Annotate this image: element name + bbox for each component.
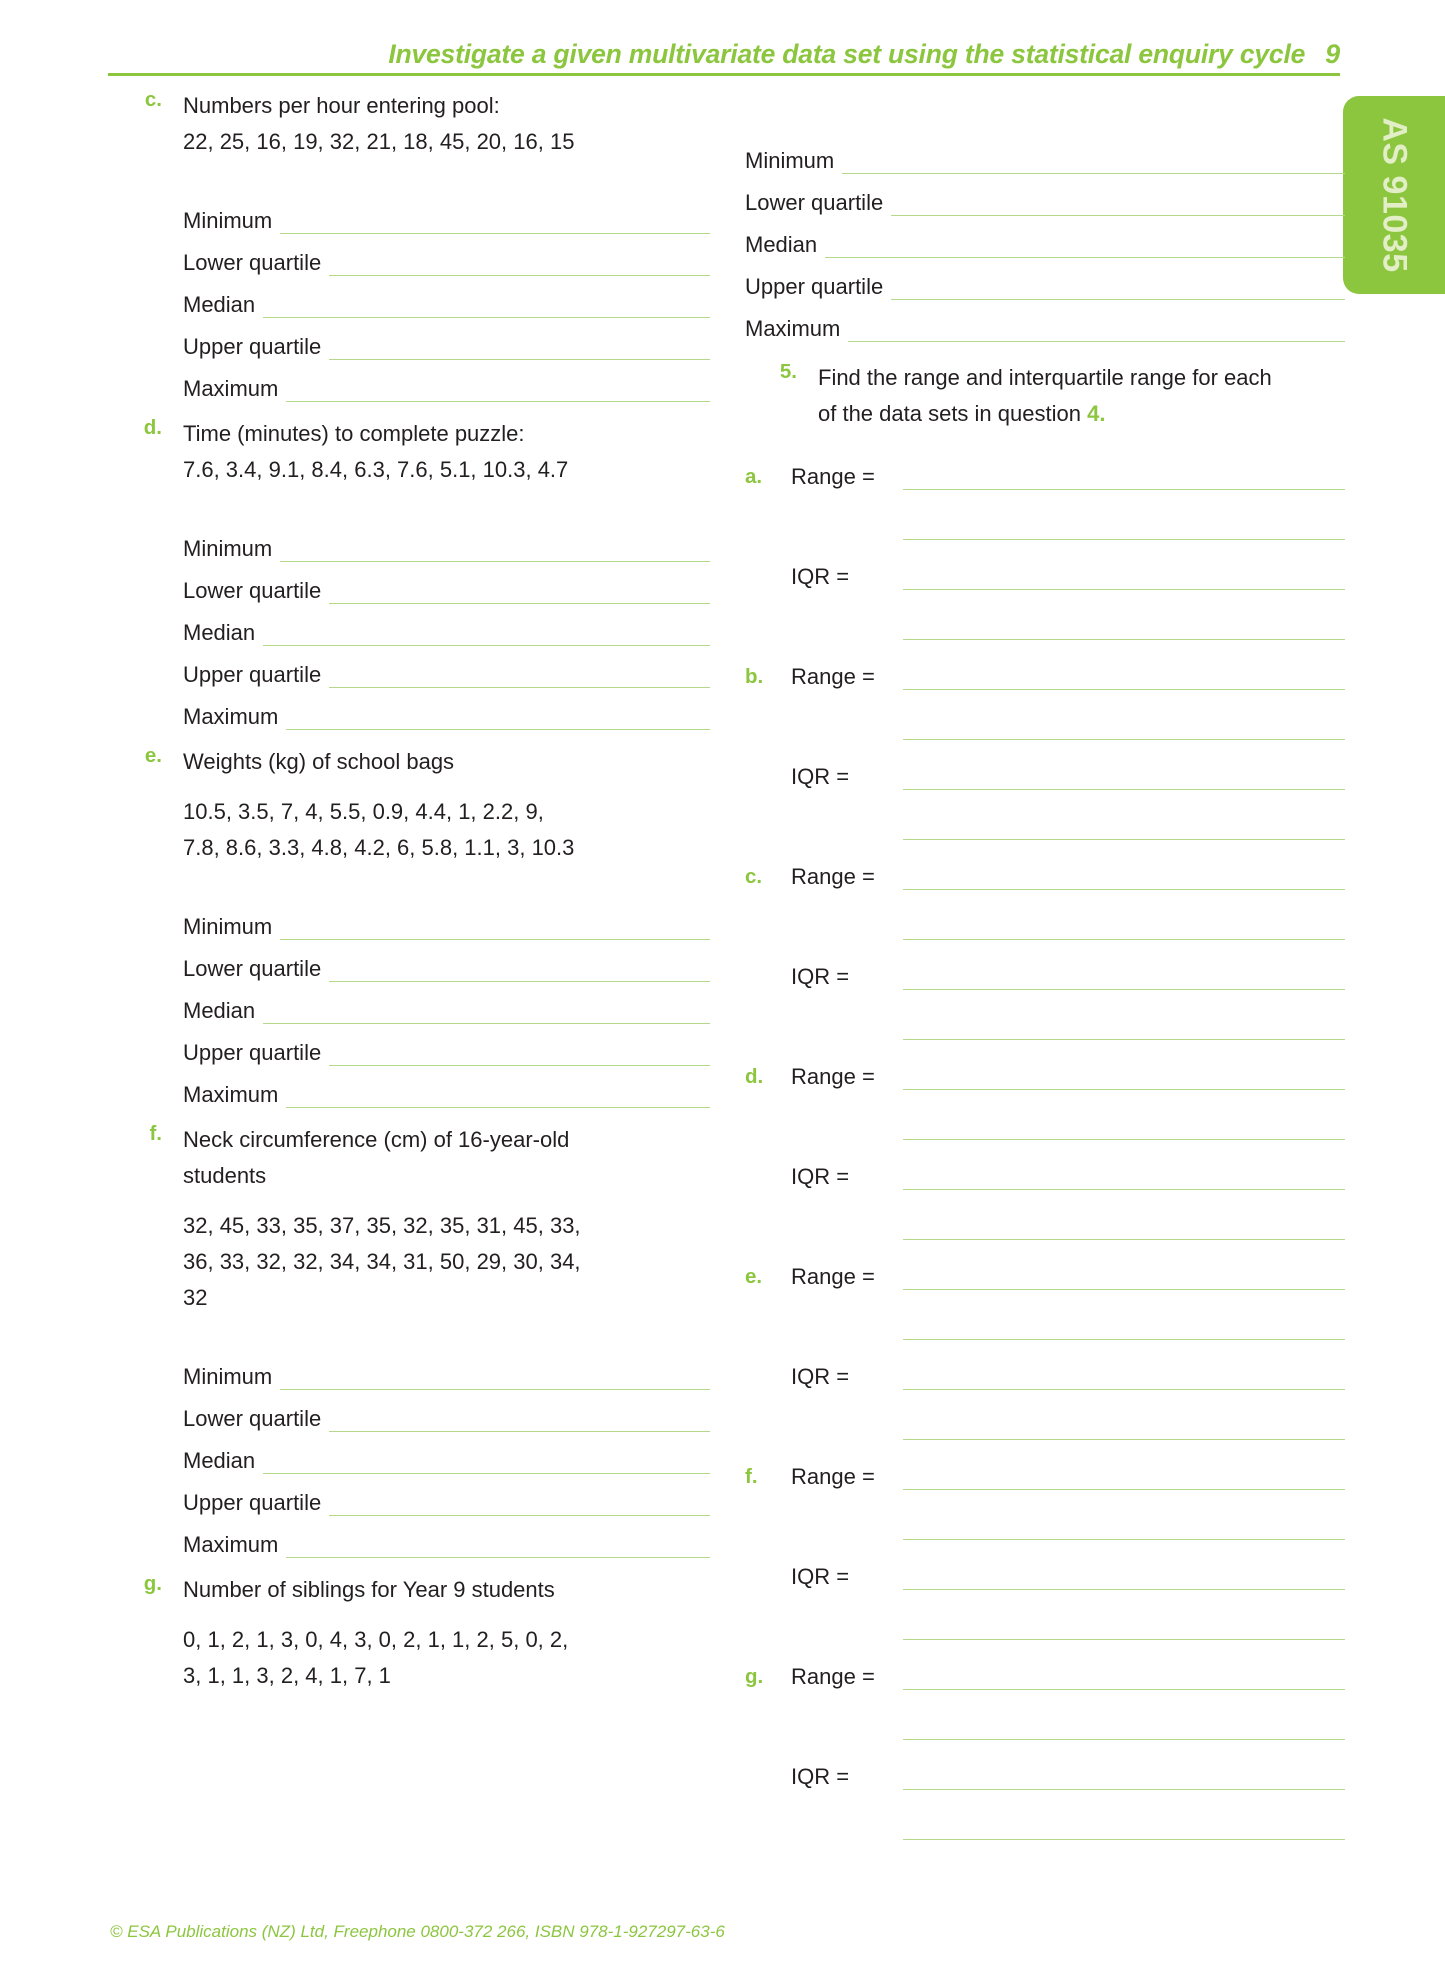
answer-d-iqr-continuation-line[interactable] [903,1215,1345,1240]
stat-label-median: Median [183,998,256,1023]
answer-d-iqr-continuation-row [745,1190,1345,1240]
stats-block-e [183,898,710,1108]
answer-e-range-line[interactable] [903,1265,1345,1290]
item-data-e-line-1: 10.5, 3.5, 7, 4, 5.5, 0.9, 4.4, 1, 2.2, 9, [183,799,544,824]
answer-group-a [745,440,1345,640]
stats-block-d [183,520,710,730]
item-data-e-line-2: 7.8, 8.6, 3.3, 4.8, 4.2, 6, 5.8, 1.1, 3, 10.3 [183,835,575,860]
answer-f-iqr-line[interactable] [903,1565,1345,1590]
stat-row-maximum [183,360,710,402]
answer-g-iqr-line[interactable] [903,1765,1345,1790]
stat-answer-line-median[interactable] [263,1001,710,1024]
stat-row-minimum [183,192,710,234]
answer-e-range-continuation-row [745,1290,1345,1340]
page-number: 9 [1325,39,1340,69]
answer-c-iqr-label: IQR = [791,964,850,989]
stat-row-median [183,276,710,318]
item-prompt-f-line-1: Neck circumference (cm) of 16-year-old [183,1127,570,1152]
item-marker-d: d. [143,416,162,439]
answer-group-e [745,1240,1345,1440]
header-divider [108,73,1340,76]
left-column [110,88,710,1694]
answer-b-iqr-continuation-row [745,790,1345,840]
item-marker-f: f. [149,1122,162,1145]
stat-label-lower-quartile: Lower quartile [183,578,322,603]
answer-f-range-marker: f. [745,1465,758,1488]
stat-answer-line-median[interactable] [263,1451,710,1474]
stat-answer-line-minimum[interactable] [280,539,710,562]
question-item-g [110,1572,710,1694]
stat-label-median: Median [183,620,256,645]
answer-e-iqr-row [745,1340,1345,1390]
answer-g-iqr-label: IQR = [791,1764,850,1789]
answer-f-range-row [745,1440,1345,1490]
item-data-f-line-2: 36, 33, 32, 32, 34, 34, 31, 50, 29, 30, 34, [183,1249,581,1274]
answer-a-iqr-continuation-row [745,590,1345,640]
header-title [388,39,1340,70]
stat-row-minimum [183,520,710,562]
stat-answer-line-median[interactable] [263,623,710,646]
stats-block-c [183,192,710,402]
item-prompt-g: Number of siblings for Year 9 students [183,1577,555,1602]
item-marker-c: c. [144,88,162,111]
stat-label-lower-quartile: Lower quartile [745,190,884,215]
item-data-f-line-1: 32, 45, 33, 35, 37, 35, 32, 35, 31, 45, 33, [183,1213,581,1238]
stat-answer-line-lower-quartile[interactable] [891,193,1345,216]
answer-f-iqr-continuation-row [745,1590,1345,1640]
stat-label-upper-quartile: Upper quartile [183,662,322,687]
question-item-5 [745,360,1345,432]
answer-c-iqr-row [745,940,1345,990]
question-5-text-line-2 [818,396,1345,432]
answer-a-range-continuation-line[interactable] [903,515,1345,540]
answer-b-iqr-continuation-line[interactable] [903,815,1345,840]
stat-answer-line-maximum[interactable] [286,1535,710,1558]
stat-label-median: Median [183,1448,256,1473]
item-marker-e: e. [144,744,162,767]
stat-label-maximum: Maximum [183,1082,279,1107]
answer-d-range-label: Range = [791,1064,875,1089]
question-marker-5: 5. [779,360,797,383]
stat-row-median [183,982,710,1024]
header-title-text: Investigate a given multivariate data set using the statistical enquiry cycle [388,39,1306,69]
stat-row-minimum [183,898,710,940]
stat-answer-line-minimum[interactable] [280,917,710,940]
item-data-c: 22, 25, 16, 19, 32, 21, 18, 45, 20, 16, 15 [183,129,575,154]
stat-row-maximum [183,1516,710,1558]
stat-answer-line-minimum[interactable] [842,151,1345,174]
answer-f-iqr-row [745,1540,1345,1590]
answer-g-iqr-row [745,1740,1345,1790]
stat-answer-line-upper-quartile[interactable] [329,337,710,360]
answer-f-range-continuation-row [745,1490,1345,1540]
stat-label-maximum: Maximum [183,704,279,729]
stat-row-lower-quartile [745,174,1345,216]
stat-answer-line-maximum[interactable] [286,379,710,402]
answer-d-iqr-line[interactable] [903,1165,1345,1190]
answer-c-range-label: Range = [791,864,875,889]
answer-a-iqr-line[interactable] [903,565,1345,590]
stat-answer-line-median[interactable] [825,235,1345,258]
answer-g-iqr-continuation-row [745,1790,1345,1840]
answer-c-range-continuation-row [745,890,1345,940]
answer-d-range-continuation-line[interactable] [903,1115,1345,1140]
answer-b-iqr-row [745,740,1345,790]
answer-c-range-continuation-line[interactable] [903,915,1345,940]
question-item-f [110,1122,710,1558]
stat-label-lower-quartile: Lower quartile [183,1406,322,1431]
answer-b-range-marker: b. [745,665,764,688]
answer-b-range-continuation-line[interactable] [903,715,1345,740]
answer-d-iqr-label: IQR = [791,1164,850,1189]
stat-row-upper-quartile [183,318,710,360]
answer-f-iqr-continuation-line[interactable] [903,1615,1345,1640]
stat-answer-line-minimum[interactable] [280,1367,710,1390]
answer-e-iqr-continuation-row [745,1390,1345,1440]
stat-label-lower-quartile: Lower quartile [183,956,322,981]
stat-label-minimum: Minimum [183,208,273,233]
answer-b-iqr-label: IQR = [791,764,850,789]
stat-answer-line-maximum[interactable] [848,319,1345,342]
stat-row-upper-quartile [183,1024,710,1066]
page-footer: © ESA Publications (NZ) Ltd, Freephone 0800-372 266, ISBN 978-1-927297-63-6 [110,1922,725,1941]
answer-f-range-line[interactable] [903,1465,1345,1490]
answer-g-range-row [745,1640,1345,1690]
answer-d-iqr-row [745,1140,1345,1190]
item-prompt-e: Weights (kg) of school bags [183,749,455,774]
answer-e-range-row [745,1240,1345,1290]
answer-group-c [745,840,1345,1040]
stat-row-upper-quartile [745,258,1345,300]
stat-row-maximum [183,688,710,730]
answer-g-range-line[interactable] [903,1665,1345,1690]
stat-row-lower-quartile [183,940,710,982]
stat-row-minimum [745,132,1345,174]
item-data-f-line-3: 32 [183,1285,208,1310]
item-prompt-d: Time (minutes) to complete puzzle: [183,421,525,446]
stat-answer-line-median[interactable] [263,295,710,318]
answer-e-range-marker: e. [745,1265,763,1288]
answer-list [745,440,1345,1840]
stat-row-maximum [183,1066,710,1108]
item-prompt-f-line-2: students [183,1163,267,1188]
item-prompt-c: Numbers per hour entering pool: [183,93,500,118]
stats-block-carryover [745,132,1345,342]
stat-answer-line-lower-quartile[interactable] [329,959,710,982]
item-marker-g: g. [143,1572,162,1595]
question-item-e [110,744,710,1108]
stat-answer-line-maximum[interactable] [286,1085,710,1108]
answer-g-range-continuation-row [745,1690,1345,1740]
stat-answer-line-maximum[interactable] [286,707,710,730]
stat-answer-line-lower-quartile[interactable] [329,253,710,276]
page-header [108,30,1340,76]
stat-row-lower-quartile [183,1390,710,1432]
answer-e-iqr-label: IQR = [791,1364,850,1389]
answer-b-range-continuation-row [745,690,1345,740]
stat-label-maximum: Maximum [183,376,279,401]
stat-answer-line-upper-quartile[interactable] [329,665,710,688]
stat-label-minimum: Minimum [183,1364,273,1389]
answer-f-range-continuation-line[interactable] [903,1515,1345,1540]
stat-answer-line-upper-quartile[interactable] [329,1043,710,1066]
stat-label-minimum: Minimum [183,914,273,939]
answer-a-iqr-continuation-line[interactable] [903,615,1345,640]
question-5-text-line-1: Find the range and interquartile range for each [818,365,1272,390]
answer-c-range-row [745,840,1345,890]
stat-row-upper-quartile [183,646,710,688]
stat-label-upper-quartile: Upper quartile [745,274,884,299]
stat-row-lower-quartile [183,562,710,604]
answer-c-range-marker: c. [745,865,763,888]
stats-block-f [183,1348,710,1558]
answer-g-range-label: Range = [791,1664,875,1689]
answer-b-iqr-line[interactable] [903,765,1345,790]
answer-e-range-label: Range = [791,1264,875,1289]
answer-group-f [745,1440,1345,1640]
stat-answer-line-lower-quartile[interactable] [329,1409,710,1432]
standard-code-label: AS 91035 [1375,117,1414,273]
answer-c-range-line[interactable] [903,865,1345,890]
answer-d-range-continuation-row [745,1090,1345,1140]
answer-b-range-label: Range = [791,664,875,689]
stat-label-maximum: Maximum [745,316,841,341]
stat-label-upper-quartile: Upper quartile [183,1490,322,1515]
stat-answer-line-upper-quartile[interactable] [329,1493,710,1516]
answer-a-range-continuation-row [745,490,1345,540]
answer-c-iqr-continuation-line[interactable] [903,1015,1345,1040]
answer-g-range-continuation-line[interactable] [903,1715,1345,1740]
answer-c-iqr-line[interactable] [903,965,1345,990]
stat-label-lower-quartile: Lower quartile [183,250,322,275]
stat-answer-line-minimum[interactable] [280,211,710,234]
answer-a-iqr-label: IQR = [791,564,850,589]
stat-label-upper-quartile: Upper quartile [183,1040,322,1065]
answer-a-iqr-row [745,540,1345,590]
answer-b-range-row [745,640,1345,690]
stat-row-median [745,216,1345,258]
answer-g-iqr-continuation-line[interactable] [903,1815,1345,1840]
answer-e-range-continuation-line[interactable] [903,1315,1345,1340]
stat-label-median: Median [745,232,818,257]
answer-a-range-row [745,440,1345,490]
answer-e-iqr-continuation-line[interactable] [903,1415,1345,1440]
item-data-d: 7.6, 3.4, 9.1, 8.4, 6.3, 7.6, 5.1, 10.3, 4.7 [183,457,569,482]
item-data-g-line-2: 3, 1, 1, 3, 2, 4, 1, 7, 1 [183,1663,391,1688]
answer-c-iqr-continuation-row [745,990,1345,1040]
answer-e-iqr-line[interactable] [903,1365,1345,1390]
answer-g-range-marker: g. [745,1665,764,1688]
stat-row-upper-quartile [183,1474,710,1516]
answer-a-range-label: Range = [791,464,875,489]
stat-row-median [183,1432,710,1474]
stat-label-maximum: Maximum [183,1532,279,1557]
stat-answer-line-upper-quartile[interactable] [891,277,1345,300]
answer-a-range-marker: a. [745,465,763,488]
stat-row-median [183,604,710,646]
answer-a-range-line[interactable] [903,465,1345,490]
stat-row-minimum [183,1348,710,1390]
answer-group-b [745,640,1345,840]
stat-label-median: Median [183,292,256,317]
question-5-text-line-2-prefix: of the data sets in question [818,401,1088,426]
answer-group-d [745,1040,1345,1240]
question-item-d [110,416,710,730]
question-5-reference: 4. [1087,401,1106,426]
stat-label-upper-quartile: Upper quartile [183,334,322,359]
standard-side-tab [1343,96,1445,294]
answer-b-range-line[interactable] [903,665,1345,690]
item-data-g-line-1: 0, 1, 2, 1, 3, 0, 4, 3, 0, 2, 1, 1, 2, 5, 0, 2, [183,1627,569,1652]
answer-d-range-marker: d. [745,1065,764,1088]
stat-row-lower-quartile [183,234,710,276]
stat-label-minimum: Minimum [183,536,273,561]
right-column [745,88,1345,1840]
answer-d-range-line[interactable] [903,1065,1345,1090]
stat-answer-line-lower-quartile[interactable] [329,581,710,604]
answer-f-range-label: Range = [791,1464,875,1489]
stat-row-maximum [745,300,1345,342]
stat-label-minimum: Minimum [745,148,835,173]
answer-f-iqr-label: IQR = [791,1564,850,1589]
question-item-c [110,88,710,402]
answer-d-range-row [745,1040,1345,1090]
answer-group-g [745,1640,1345,1840]
